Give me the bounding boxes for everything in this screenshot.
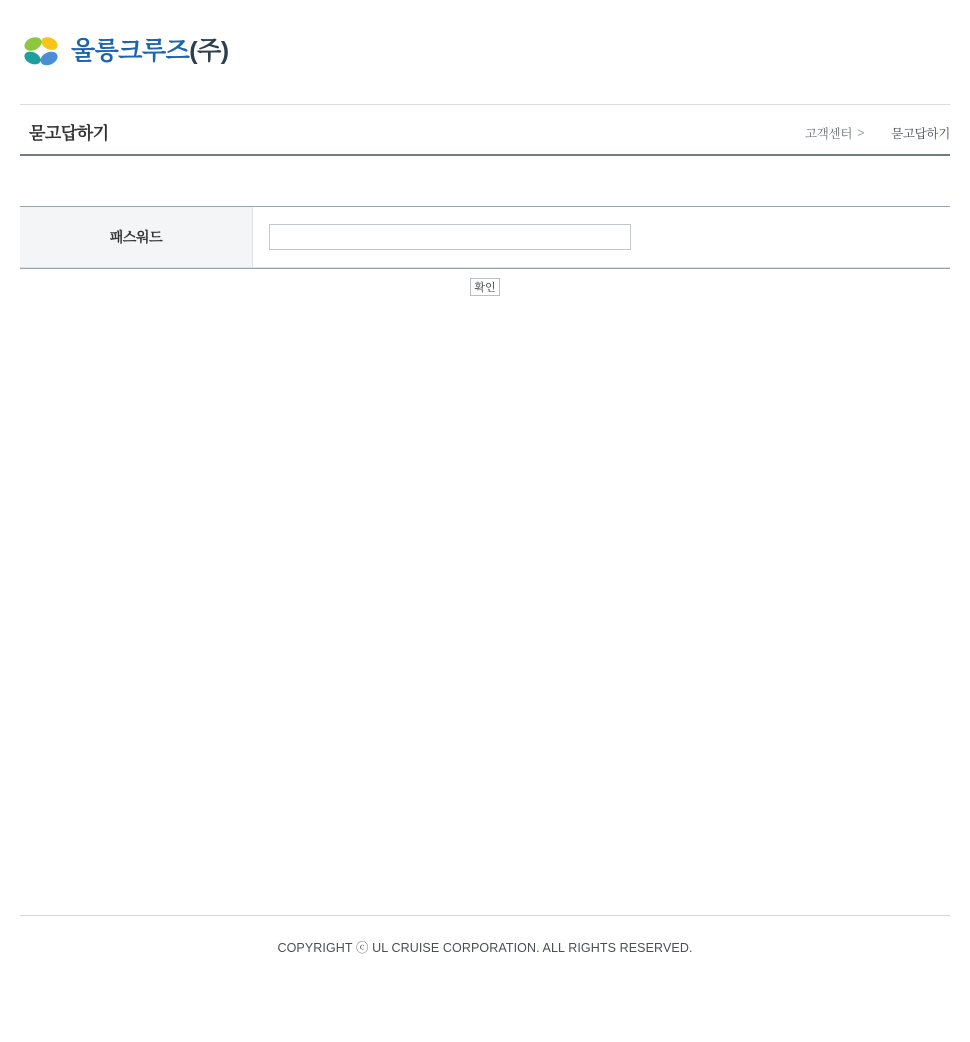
site-logo-text (71, 36, 229, 65)
site-header (0, 0, 970, 104)
copyright-text: COPYRIGHT ⓒ UL CRUISE CORPORATION. ALL RIGHTS RESERVED. (277, 941, 693, 955)
logo-text-primary: 울릉크루즈 (71, 36, 190, 65)
breadcrumb-separator-icon: > (857, 126, 865, 140)
pinwheel-flower-logo-icon (20, 30, 62, 72)
password-input[interactable] (269, 224, 631, 250)
table-row (20, 207, 950, 268)
site-footer (20, 915, 950, 956)
password-form (20, 206, 950, 269)
breadcrumb (805, 124, 950, 142)
main-content (20, 206, 950, 296)
breadcrumb-parent[interactable]: 고객센터 (805, 127, 853, 141)
site-logo-link[interactable] (20, 30, 229, 72)
submit-button[interactable]: 확인 (470, 278, 499, 296)
page-titlebar (20, 104, 950, 156)
page-title: 묻고답하기 (29, 124, 109, 143)
logo-text-secondary: (주) (189, 36, 229, 65)
password-cell (253, 207, 951, 268)
password-table (20, 207, 950, 268)
form-button-row (20, 278, 950, 296)
password-label: 패스워드 (20, 207, 253, 268)
breadcrumb-current: 묻고답하기 (891, 127, 950, 141)
